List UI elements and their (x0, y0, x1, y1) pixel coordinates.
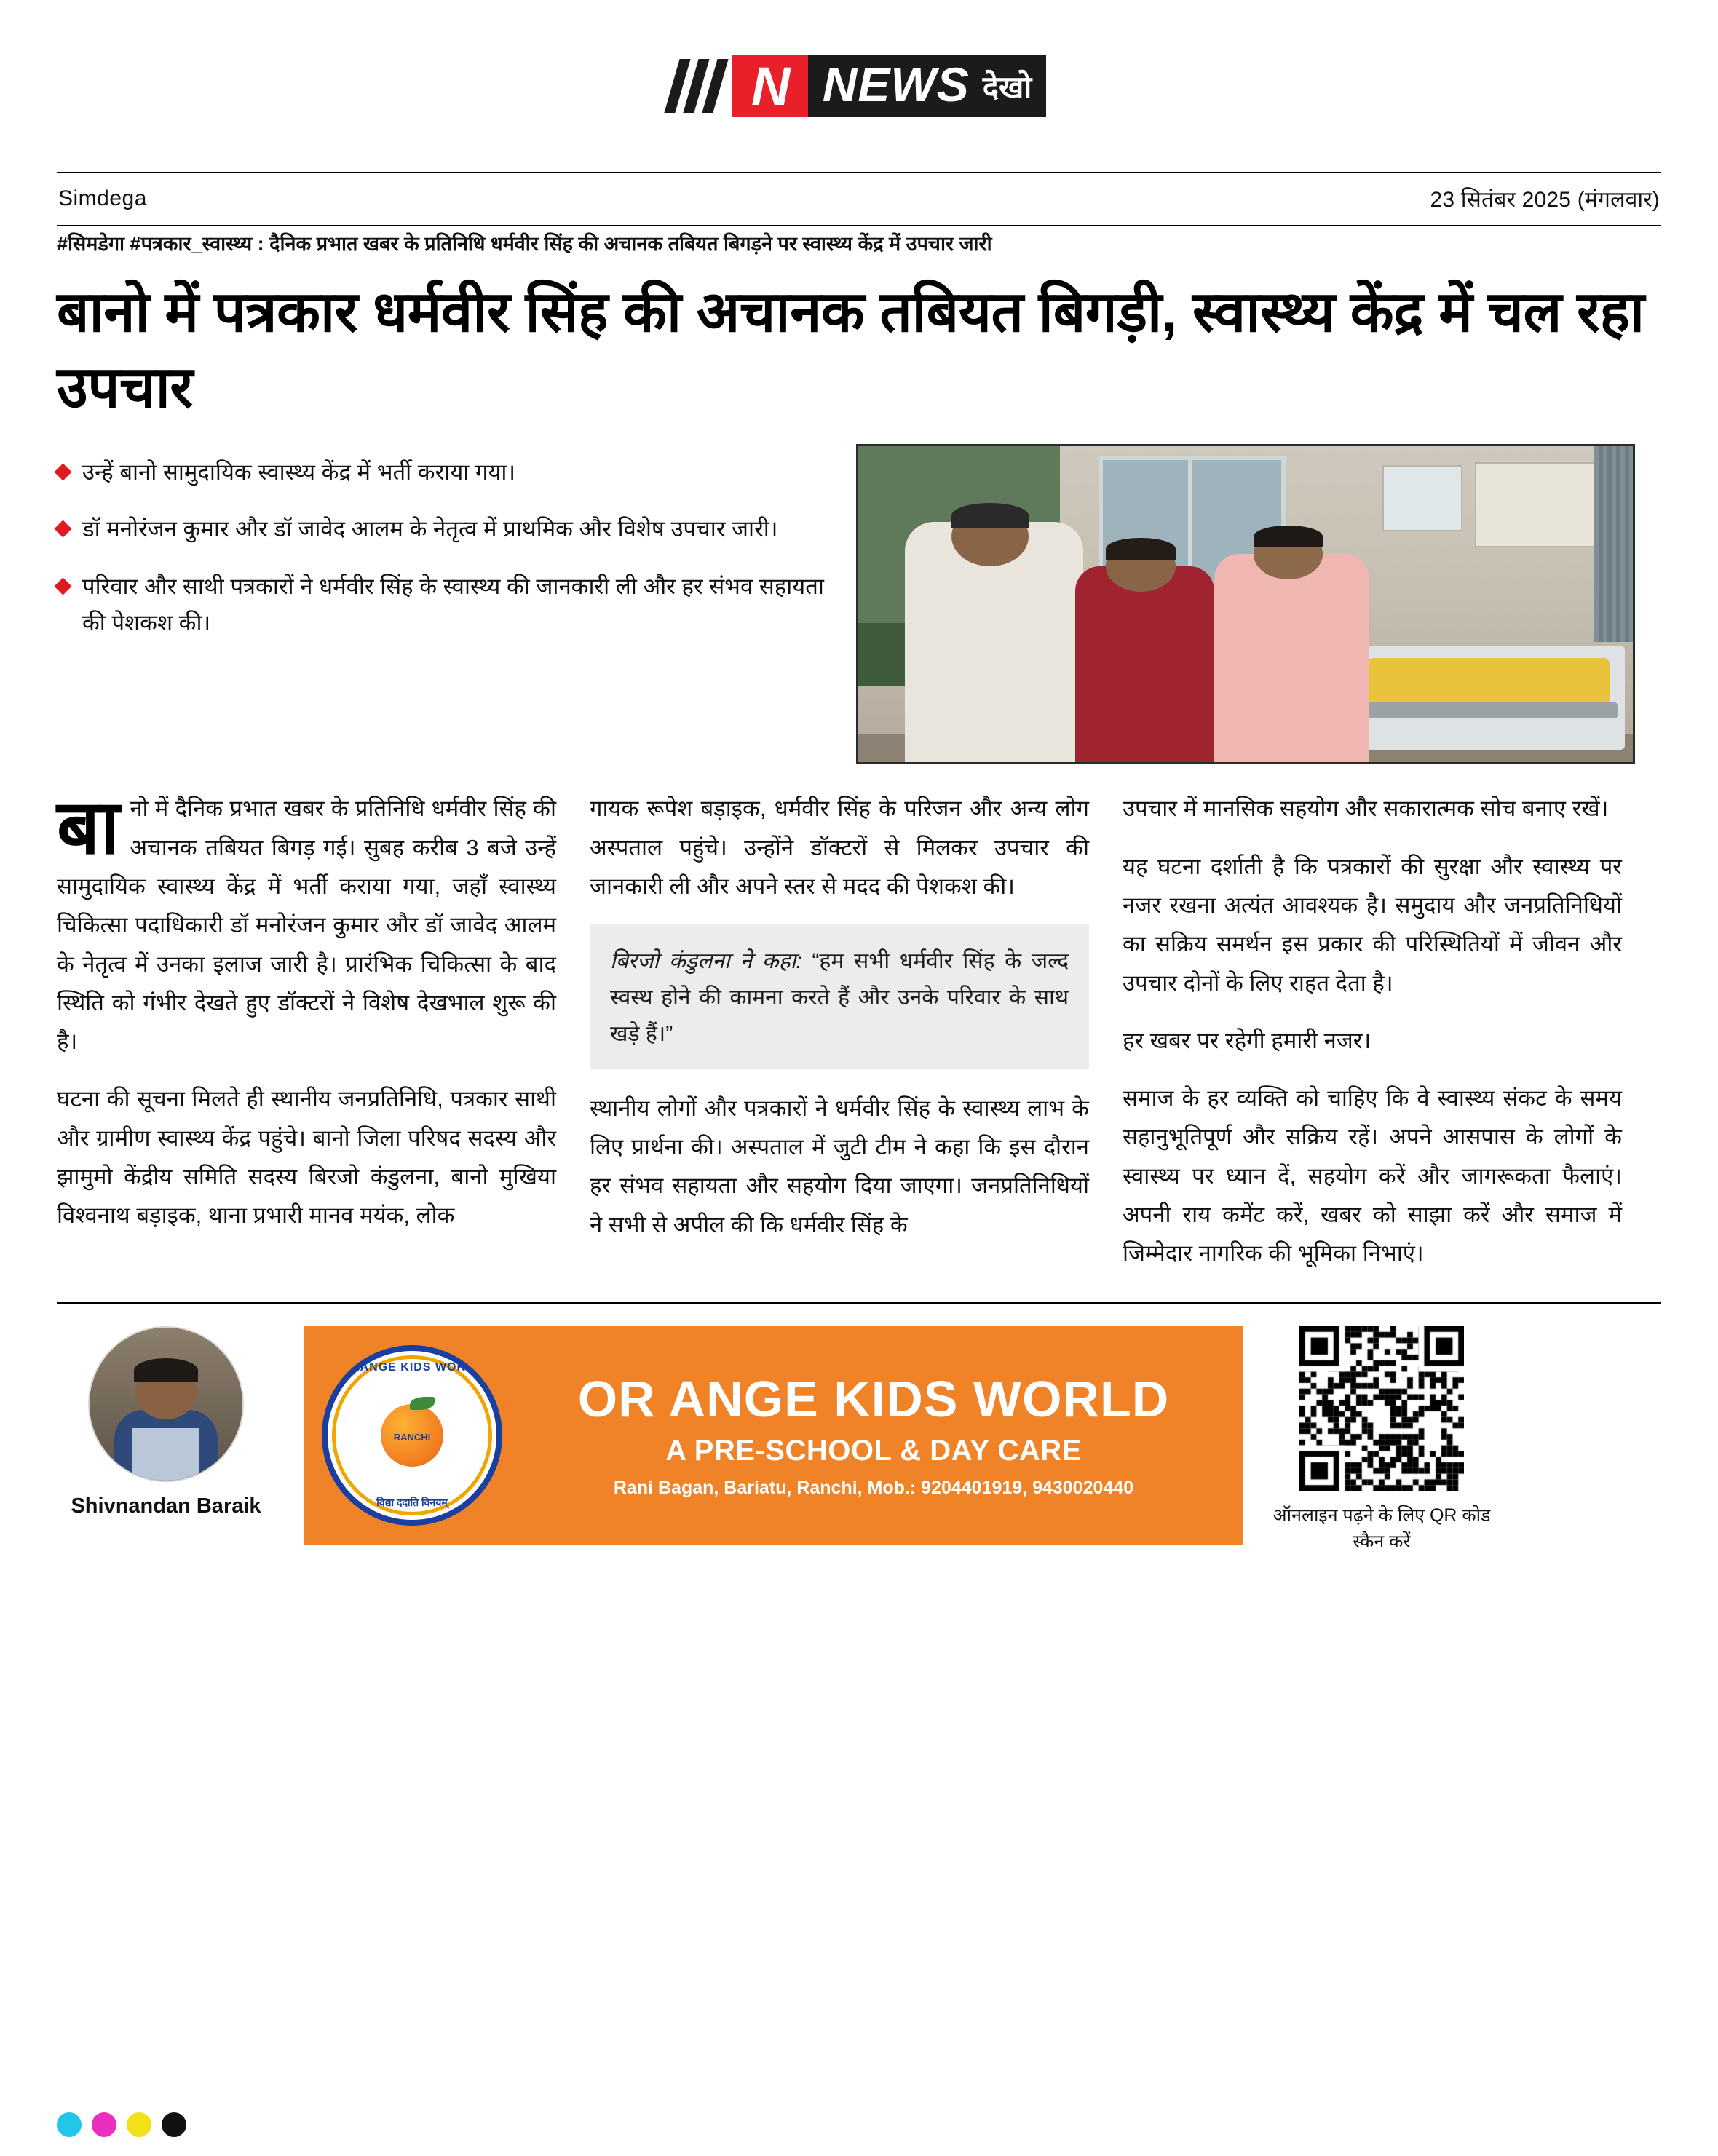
advertisement-banner[interactable] (304, 1326, 1243, 1545)
advertisement-text (521, 1372, 1226, 1499)
logo-letter-n: N (732, 55, 808, 117)
qr-code-icon[interactable] (1299, 1326, 1464, 1491)
dateline-place: Simdega (58, 186, 147, 210)
advertiser-logo (322, 1345, 502, 1526)
avatar (88, 1326, 244, 1482)
paragraph: घटना की सूचना मिलते ही स्थानीय जनप्रतिनिधि, पत्रकार साथी और ग्रामीण स्वास्थ्य केंद्र पहुंचे। बानो जिला परिषद सदस्य और झामुमो केंद्रीय समिति सदस्य बिरजो कंडुलना, बानो मुखिया विश्वनाथ बड़ाइक, थाना प्रभारी मानव मयंक, लोक (57, 1086, 556, 1229)
dateline-date: 23 सितंबर 2025 (मंगलवार) (1430, 188, 1660, 212)
kicker-line: #सिमडेगा #पत्रकार_स्वास्थ्य : दैनिक प्रभात खबर के प्रतिनिधि धर्मवीर सिंह की अचानक तबियत बिगड़ने पर स्वास्थ्य केंद्र में उपचार जारी (57, 233, 992, 255)
highlight-bullets (57, 444, 828, 662)
bullet-text: उन्हें बानो सामुदायिक स्वास्थ्य केंद्र में भर्ती कराया गया। (82, 459, 516, 486)
paragraph: गायक रूपेश बड़ाइक, धर्मवीर सिंह के परिजन और अन्य लोग अस्पताल पहुंचे। उन्होंने डॉक्टरों से मिलकर उपचार की जानकारी ली और अपने स्तर से मदद की पेशकश की। (590, 796, 1089, 899)
paragraph (57, 785, 556, 1061)
paragraph: स्थानीय लोगों और पत्रकारों ने धर्मवीर सिंह के स्वास्थ्य लाभ के लिए प्रार्थना की। अस्पताल में जुटी टीम ने कहा कि इस दौरान हर संभव सहायता और सहयोग दिया जाएगा। जनप्रतिनिधियों ने सभी से अपील की कि धर्मवीर सिंह के (590, 1095, 1089, 1237)
list-item (57, 511, 828, 547)
advertisement-title: OR ANGE KIDS WORLD (577, 1370, 1170, 1427)
diamond-bullet-icon (54, 520, 71, 538)
dateline-bar (57, 173, 1661, 225)
byline-name: Shivnandan Baraik (71, 1494, 261, 1518)
lead-section (57, 444, 1661, 764)
advertisement-address: Rani Bagan, Bariatu, Ranchi, Mob.: 9204401919, 9430020440 (613, 1477, 1134, 1498)
paragraph: समाज के हर व्यक्ति को चाहिए कि वे स्वास्थ्य संकट के समय सहानुभूतिपूर्ण और सक्रिय रहें। अपने आसपास के लोगों के स्वास्थ्य पर ध्यान दें, सहयोग करें और जागरूकता फैलाएं। अपनी राय कमेंट करें, खबर को साझा करें और समाज में जिम्मेदार नागरिक की भूमिका निभाएं। (1123, 1085, 1622, 1267)
advertiser-logo-top-text: ORANGE KIDS WORLD (341, 1360, 483, 1374)
print-color-bar (57, 2112, 186, 2137)
article-body (57, 785, 1661, 1291)
byline (57, 1326, 275, 1521)
list-item (57, 454, 828, 491)
diamond-bullet-icon (54, 577, 71, 595)
masthead (57, 0, 1661, 172)
bullet-text: परिवार और साथी पत्रकारों ने धर्मवीर सिंह के स्वास्थ्य की जानकारी ली और हर संभव सहायता की पेशकश की। (82, 573, 824, 635)
paragraph: यह घटना दर्शाती है कि पत्रकारों की सुरक्षा और स्वास्थ्य पर नजर रखना अत्यंत आवश्यक है। समुदाय और जनप्रतिनिधियों का सक्रिय समर्थन इस प्रकार की परिस्थितियों में जीवन और उपचार दोनों के लिए राहत देता है। (1123, 853, 1622, 996)
qr-section (1272, 1326, 1491, 1555)
advertisement-subtitle: A PRE-SCHOOL & DAY CARE (665, 1434, 1082, 1467)
paragraph: हर खबर पर रहेगी हमारी नजर। (1123, 1027, 1371, 1053)
bullet-text: डॉ मनोरंजन कुमार और डॉ जावेद आलम के नेतृत्व में प्राथमिक और विशेष उपचार जारी। (82, 516, 778, 542)
pull-quote (590, 924, 1089, 1068)
advertiser-logo-motto: विद्या ददाति विनयम् (376, 1496, 448, 1508)
article-column-2 (590, 789, 1089, 1291)
article-column-1 (57, 785, 556, 1291)
article-photo (856, 444, 1635, 764)
diamond-bullet-icon (54, 464, 71, 481)
drop-cap: बा (57, 785, 120, 871)
logo-slash-icon (672, 59, 721, 113)
site-logo[interactable] (672, 55, 1047, 117)
logo-word-dekho: देखो (983, 55, 1047, 117)
paragraph: उपचार में मानसिक सहयोग और सकारात्मक सोच बनाए रखें। (1123, 796, 1609, 822)
qr-caption: ऑनलाइन पढ़ने के लिए QR कोड स्कैन करें (1272, 1505, 1491, 1552)
list-item (57, 568, 828, 641)
paragraph-text: नो में दैनिक प्रभात खबर के प्रतिनिधि धर्मवीर सिंह की अचानक तबियत बिगड़ गई। सुबह करीब 3 बजे उन्हें सामुदायिक स्वास्थ्य केंद्र में भर्ती कराया गया, जहाँ स्वास्थ्य चिकित्सा पदाधिकारी डॉ मनोरंजन कुमार और डॉ जावेद आलम के नेतृत्व में उनका इलाज जारी है। प्रारंभिक चिकित्सा के बाद स्थिति को गंभीर देखते हुए डॉक्टरों ने विशेष देखभाल शुरू की है। (57, 796, 556, 1055)
page-title: बानो में पत्रकार धर्मवीर सिंह की अचानक तबियत बिगड़ी, स्वास्थ्य केंद्र में चल रहा उपचार (57, 279, 1644, 419)
pull-quote-text: “हम सभी धर्मवीर सिंह के जल्द स्वस्थ होने की कामना करते हैं और उनके परिवार के साथ खड़े हैं।” (610, 949, 1069, 1046)
pull-quote-attribution: बिरजो कंडुलना ने कहा: (610, 949, 802, 974)
advertiser-logo-city: RANCHI (393, 1432, 431, 1443)
logo-word-news: NEWS (808, 55, 983, 117)
article-column-3 (1123, 789, 1622, 1291)
page-footer (57, 1304, 1661, 1555)
